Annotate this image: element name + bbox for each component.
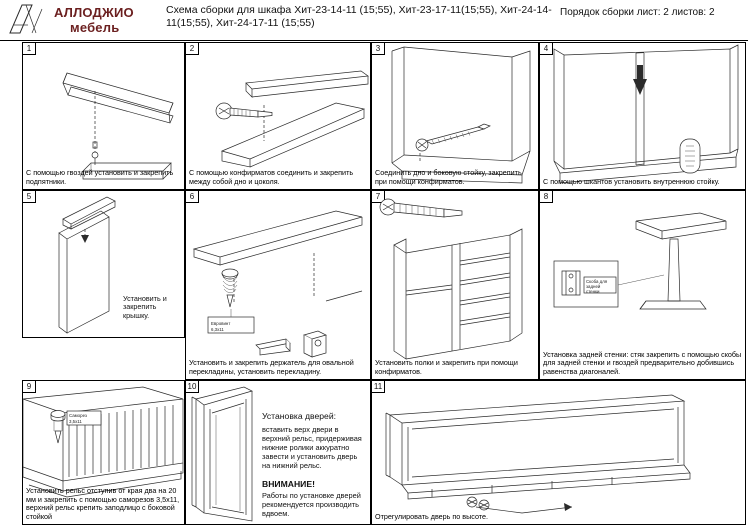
step-6-caption: Установить и закрепить держатель для овальной перекладины, установить перекладину. bbox=[189, 358, 354, 376]
step-4-illustration bbox=[540, 43, 745, 189]
page-header bbox=[0, 0, 748, 41]
brand-line-2: мебель bbox=[70, 20, 120, 35]
step-7 bbox=[371, 190, 539, 380]
step-7-number: 7 bbox=[372, 191, 385, 203]
svg-text:3,5х11: 3,5х11 bbox=[69, 419, 82, 424]
svg-text:задней: задней bbox=[586, 284, 601, 289]
brand-line-1: АЛЛОДЖИО bbox=[54, 5, 134, 20]
step-2 bbox=[185, 42, 371, 190]
step-11-number: 11 bbox=[372, 381, 385, 393]
step-9 bbox=[22, 380, 185, 525]
step-8-caption: Установка задней стенки: стяк закрепить с помощью скобы для задней стенки и гвоздей предварительно добившись равенства диагоналей. bbox=[543, 349, 742, 376]
step-6 bbox=[185, 190, 371, 380]
step-7-illustration bbox=[372, 191, 538, 379]
step-5-caption: Установить и закрепить крышку. bbox=[123, 294, 167, 320]
svg-text:Евровинт: Евровинт bbox=[211, 321, 231, 326]
doors-install-body: вставить верх двери в верхний рельс, придерживая нижние ролики аккуратно завести и установить дверь на нижний рельс. bbox=[262, 425, 362, 470]
step-3-caption: Соединить дно и боковую стойку, закрепить при помощи конфирматов. bbox=[375, 168, 522, 186]
svg-text:Скоба для: Скоба для bbox=[586, 279, 608, 284]
step-2-number: 2 bbox=[186, 43, 199, 55]
step-1-illustration bbox=[23, 43, 184, 189]
step-4 bbox=[539, 42, 746, 190]
page-title: Схема сборки для шкафа Хит-23-14-11 (15;55), Хит-23-17-11(15;55), Хит-24-14-11(15;55), Хит-24-17-11 (15;55) bbox=[166, 4, 552, 29]
step-1 bbox=[22, 42, 185, 190]
step-4-number: 4 bbox=[540, 43, 553, 55]
step-7-caption: Установить полки и закрепить при помощи конфирматов. bbox=[375, 358, 518, 376]
step-3-number: 3 bbox=[372, 43, 385, 55]
steps-grid bbox=[0, 40, 748, 527]
svg-text:6,3х11: 6,3х11 bbox=[211, 327, 224, 332]
company-logo bbox=[6, 2, 52, 36]
step-11-illustration bbox=[372, 381, 745, 524]
step-3-illustration bbox=[372, 43, 538, 189]
step-4-caption: С помощью шкантов установить внутреннюю стойку. bbox=[543, 176, 720, 186]
step-10 bbox=[185, 380, 371, 525]
step-1-number: 1 bbox=[23, 43, 36, 55]
svg-text:Саморез: Саморез bbox=[69, 413, 87, 418]
step-2-illustration bbox=[186, 43, 370, 189]
step-1-caption: С помощью гвоздей установить и закрепить подпятники. bbox=[26, 168, 174, 186]
step-11 bbox=[371, 380, 746, 525]
step-8 bbox=[539, 190, 746, 380]
step-10-number: 10 bbox=[186, 381, 199, 393]
step-8-number: 8 bbox=[540, 191, 553, 203]
step-11-caption: Отрегулировать дверь по высоте. bbox=[375, 511, 489, 521]
doors-install-title: Установка дверей: bbox=[262, 411, 337, 421]
sheet-info: Порядок сборки лист: 2 листов: 2 bbox=[560, 7, 715, 18]
warning-body: Работы по установке дверей рекомендуется производить вдвоем. bbox=[262, 491, 361, 518]
step-2-caption: С помощью конфирматов соединить и закрепить между собой дно и цоколя. bbox=[189, 168, 354, 186]
step-5 bbox=[22, 190, 185, 338]
warning-title: ВНИМАНИЕ! bbox=[262, 479, 315, 489]
step-6-number: 6 bbox=[186, 191, 199, 203]
step-6-illustration bbox=[186, 191, 370, 379]
step-9-caption: Установить рельс отступив от края два на 20 мм и закрепить с помощью саморезов 3,5х11, верхний рельс крепить заподлицо с боковой стойкой bbox=[26, 486, 180, 521]
step-3 bbox=[371, 42, 539, 190]
brand-name bbox=[54, 5, 164, 35]
step-9-number: 9 bbox=[23, 381, 36, 393]
step-5-number: 5 bbox=[23, 191, 36, 203]
svg-text:стенки: стенки bbox=[586, 289, 600, 294]
